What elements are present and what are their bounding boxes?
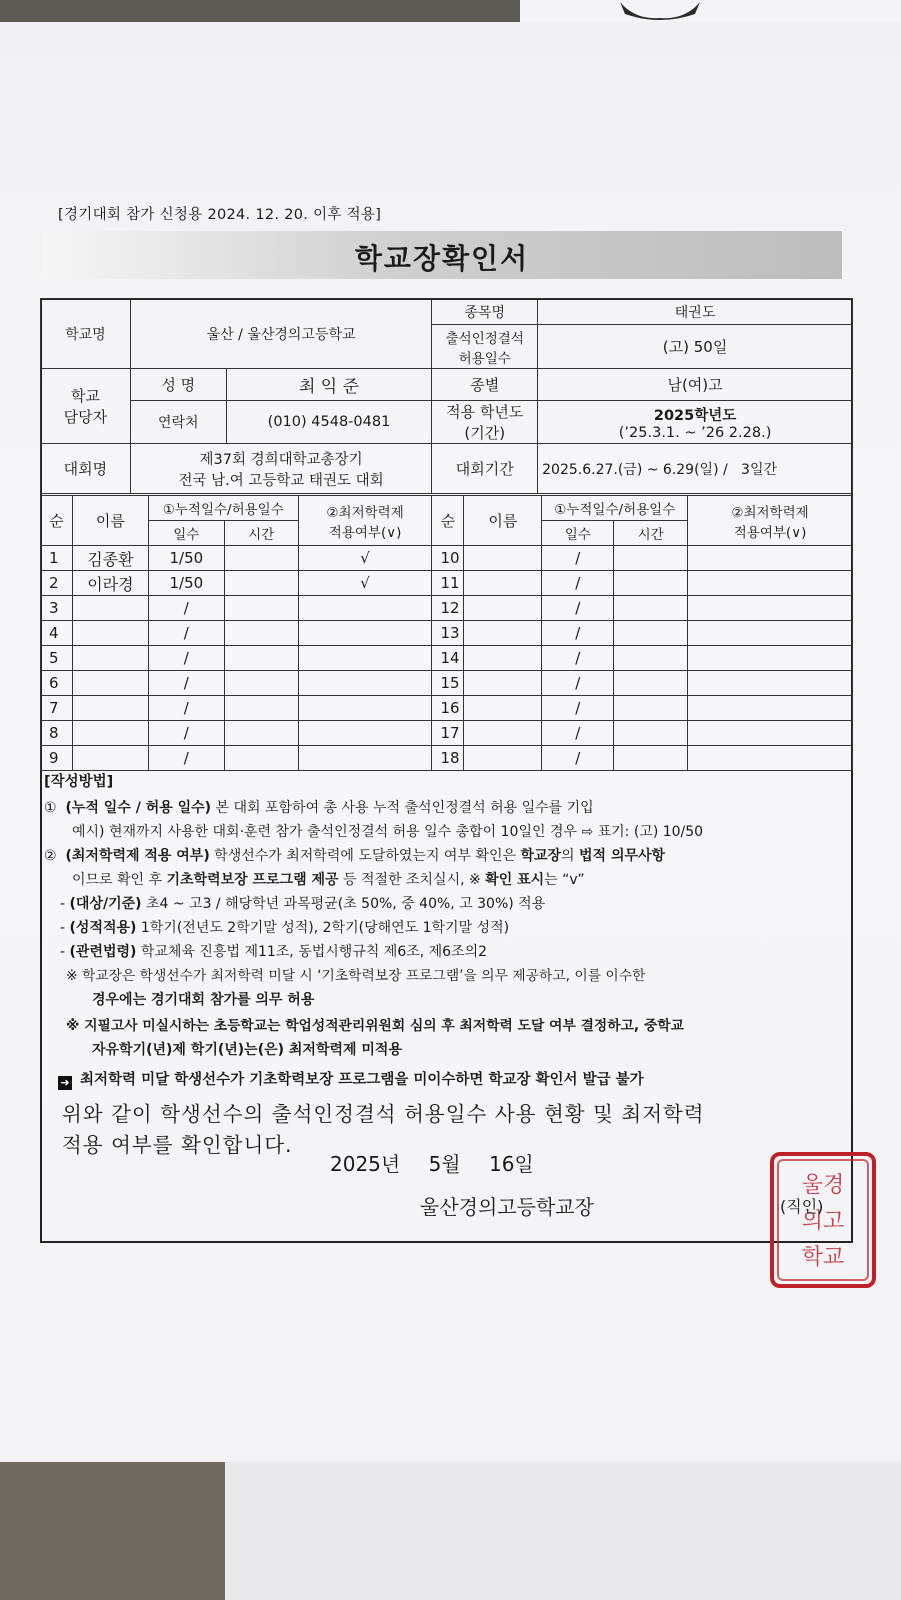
guide-note-1: ※ 학교장은 학생선수가 최저학력 미달 시 ‘기초학력보장 프로그램’을 의무 제공하고, 이를 이수한 [66, 968, 646, 984]
check-mark: √ [298, 571, 432, 596]
table-row: 3 / 12 / [41, 596, 853, 621]
sport-value: 태권도 [538, 299, 853, 325]
guide-warning: ➜ 최저학력 미달 학생선수가 기초학력보장 프로그램을 미이수하면 학교장 확인서 발급 불가 [58, 1068, 644, 1093]
event-label: 대회명 [41, 444, 131, 494]
arrow-box-icon: ➜ [58, 1076, 72, 1090]
guide-sub-3: - (관련법령) 학교체육 진흥법 제11조, 동법시행규칙 제6조, 제6조의2 [60, 944, 488, 960]
header-name-right: 이름 [464, 496, 542, 546]
header-name: 이름 [72, 496, 148, 546]
allowed-days-label: 출석인정결석 허용일수 [432, 325, 538, 369]
header-time: 시간 [224, 521, 298, 546]
header-no-right: 순 [432, 496, 464, 546]
period-label: 대회기간 [432, 444, 538, 494]
underlying-pages [225, 1440, 901, 1600]
info-table [40, 298, 853, 494]
category-label: 종별 [432, 369, 538, 401]
allowed-days-value: (고) 50일 [538, 325, 853, 369]
name-label: 성 명 [130, 369, 226, 401]
svg-text:울경: 울경 [801, 1173, 845, 1198]
guide-sub-2: - (성적적용) 1학기(전년도 2학기말 성적), 2학기(당해연도 1학기말 성적) [60, 920, 510, 936]
guide-item-2-line2: 이므로 확인 후 기초학력보장 프로그램 제공 등 적절한 조치실시, ※ 확인 표시는 “v” [72, 872, 585, 888]
header-time-right: 시간 [614, 521, 688, 546]
manager-label: 학교 담당자 [41, 369, 131, 444]
header-note: [경기대회 참가 신청용 2024. 12. 20. 이후 적용] [58, 207, 382, 223]
contact-value: (010) 4548-0481 [226, 401, 432, 444]
seal-label: (직인) [780, 1197, 824, 1216]
name-value: 최 익 준 [226, 369, 432, 401]
header-cumulative: ①누적일수/허용일수 [148, 496, 298, 521]
title-bar [42, 231, 842, 279]
principal-name: 울산경의고등학교장 [420, 1195, 594, 1219]
guide-heading: [작성방법] [44, 774, 114, 790]
period-value: 2025.6.27.(금) ~ 6.29(일) / 3일간 [538, 444, 853, 494]
table-row: 7 / 16 / [41, 696, 853, 721]
header-no: 순 [41, 496, 73, 546]
header-days-right: 일수 [542, 521, 614, 546]
table-row: 1 김종환 1/50 √ 10 / [41, 546, 853, 571]
corner-stamp-icon [615, 0, 705, 22]
table-row: 5 / 14 / [41, 646, 853, 671]
contact-label: 연락처 [130, 401, 226, 444]
check-mark: √ [298, 546, 432, 571]
guide-item-1-example: 예시) 현재까지 사용한 대회·훈련 참가 출석인정결석 허용 일수 총합이 10일인 경우 ⇨ 표기: (고) 10/50 [72, 824, 704, 840]
attendance-table [40, 495, 853, 771]
guide-note-2-line2: 자유학기(년)제 학기(년)는(은) 최저학력제 미적용 [92, 1042, 402, 1058]
table-row: 4 / 13 / [41, 621, 853, 646]
guide-sub-1: - (대상/기준) 초4 ~ 고3 / 해당학년 과목평균(초 50%, 중 40%, 고 30%) 적용 [60, 896, 546, 912]
header-cumulative-right: ①누적일수/허용일수 [542, 496, 688, 521]
guide-note-2: ※ 지필고사 미실시하는 초등학교는 학업성적관리위원회 심의 후 최저학력 도달 여부 결정하고, 중학교 [66, 1018, 684, 1034]
table-row: 9 / 18 / [41, 746, 853, 771]
guide-note-1-line2: 경우에는 경기대회 참가를 의무 허용 [92, 992, 315, 1008]
table-row: 8 / 17 / [41, 721, 853, 746]
closing-line-1: 위와 같이 학생선수의 출석인정결석 허용일수 사용 현황 및 최저학력 [62, 1102, 705, 1126]
category-value: 남(여)고 [538, 369, 853, 401]
official-seal-icon [768, 1150, 878, 1290]
svg-text:의고: 의고 [801, 1209, 845, 1234]
year-value: 2025학년도 (’25.3.1. ~ ’26 2.28.) [538, 401, 853, 444]
table-row: 6 / 15 / [41, 671, 853, 696]
table-row: 2 이라경 1/50 √ 11 / [41, 571, 853, 596]
school-value: 울산 / 울산경의고등학교 [130, 299, 431, 369]
header-min-academic: ②최저학력제 적용여부(∨) [298, 496, 432, 546]
closing-line-2: 적용 여부를 확인합니다. [62, 1133, 293, 1157]
guide-item-2: ② (최저학력제 적용 여부) 학생선수가 최저학력에 도달하였는지 여부 확인은 학교장의 법적 의무사항 [44, 848, 666, 864]
guide-item-1: ① (누적 일수 / 허용 일수) 본 대회 포함하여 총 사용 누적 출석인정결석 허용 일수를 기입 [44, 800, 594, 816]
page-title: 학교장확인서 [354, 242, 530, 275]
header-days: 일수 [148, 521, 224, 546]
event-value: 제37회 경희대학교총장기 전국 남.여 고등학교 태권도 대회 [130, 444, 431, 494]
school-label: 학교명 [41, 299, 131, 369]
svg-text:학교: 학교 [801, 1245, 845, 1270]
issue-date: 2025년 5월 16일 [330, 1152, 534, 1176]
header-min-academic-right: ②최저학력제 적용여부(∨) [688, 496, 853, 546]
year-label: 적용 학년도 (기간) [432, 401, 538, 444]
sport-label: 종목명 [432, 299, 538, 325]
